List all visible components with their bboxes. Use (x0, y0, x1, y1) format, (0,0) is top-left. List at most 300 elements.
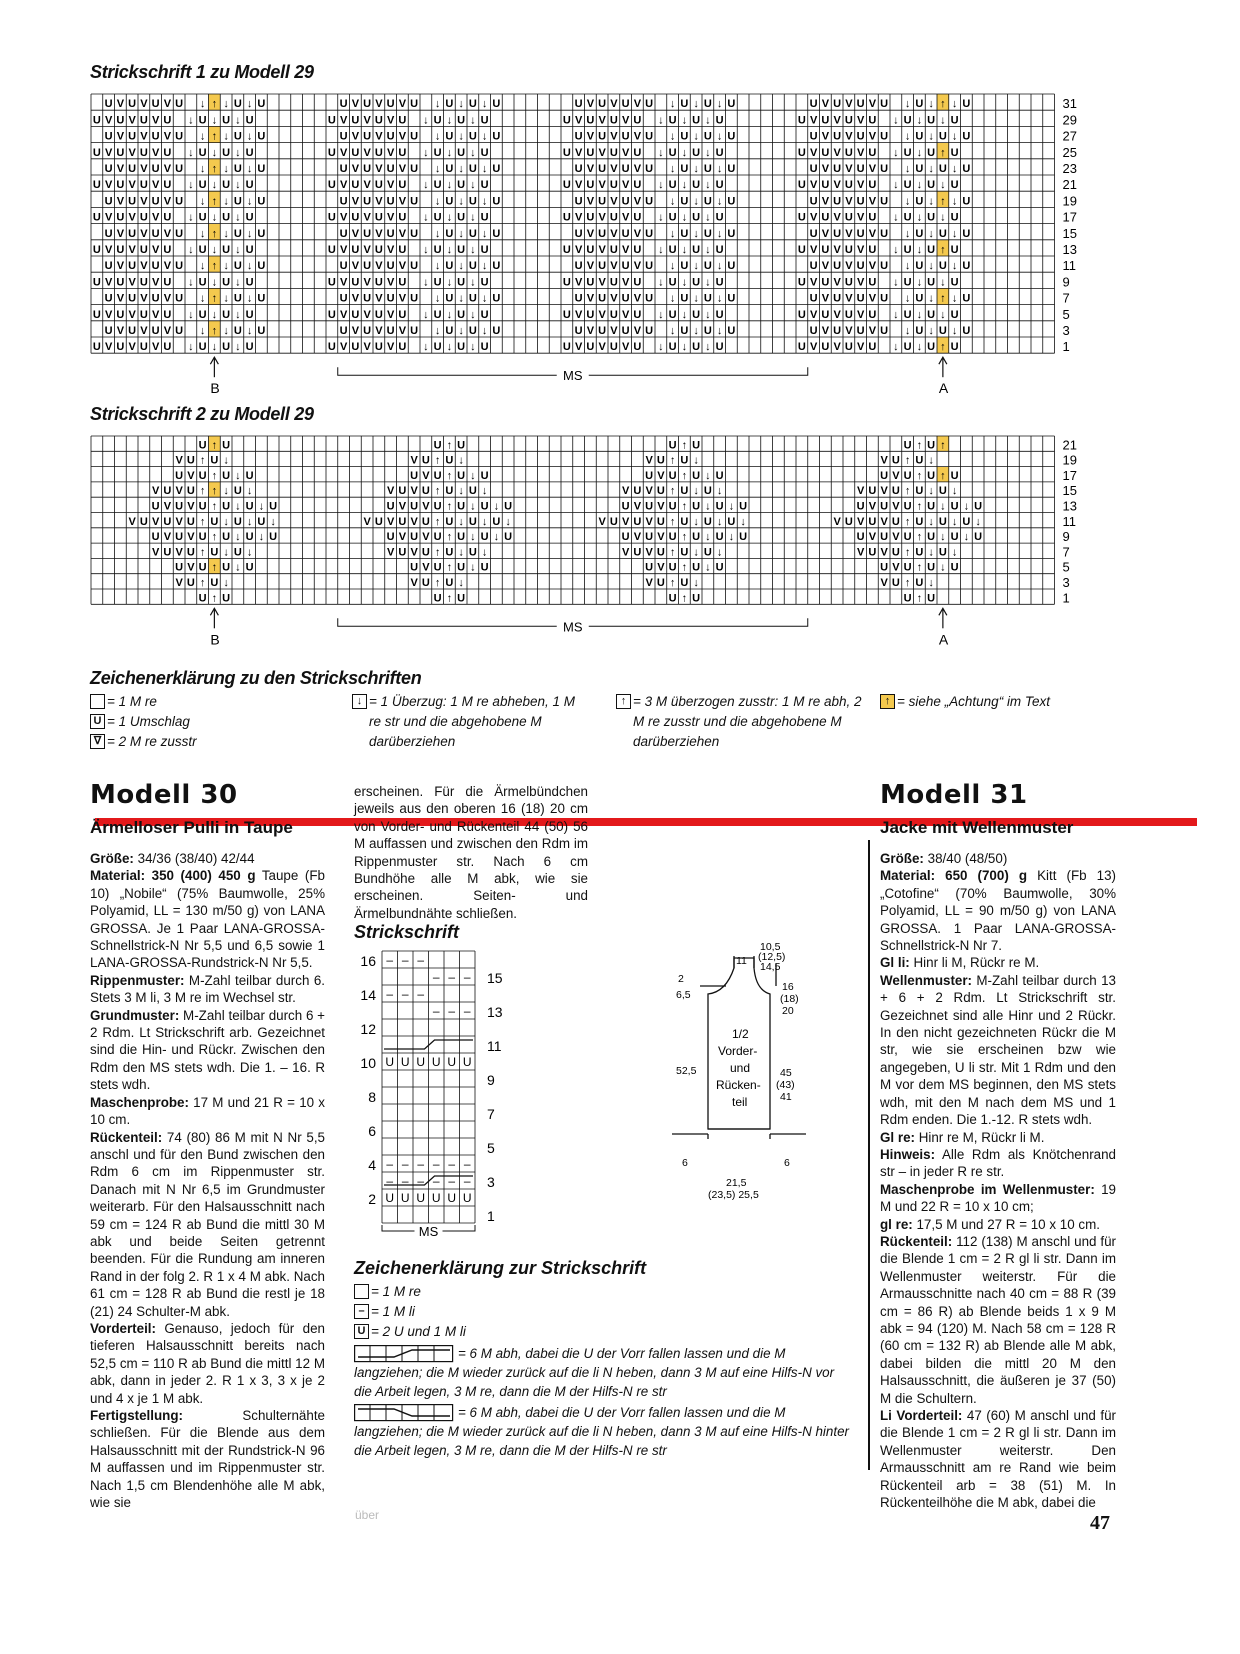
stitch-symbol: U (868, 244, 877, 256)
stitch-symbol: U (668, 211, 677, 224)
stitch-symbol: U (715, 211, 724, 224)
stitch-symbol: V (104, 211, 113, 224)
stitch-symbol: U (821, 308, 830, 321)
stitch-symbol: U (257, 325, 266, 337)
stitch-symbol: ↑ (211, 531, 218, 544)
paragraph: Fertigstellung: Schulternähte schließen. Für die Blende aus dem Halsausschnitt mit der Rundstrick-N 96 M auffassen und im Rippenmuster str. Nach 1,5 cm Blendenhöhe alle M abk, wie sie (90, 1408, 325, 1511)
stitch-symbol: V (868, 130, 877, 143)
stitch-symbol: U (398, 341, 407, 354)
stitch-symbol: V (821, 260, 830, 273)
marker-a: A (938, 380, 949, 397)
stitch-symbol: U (586, 244, 595, 256)
stitch-symbol: ↓ (928, 577, 934, 589)
stitch-symbol: U (410, 469, 419, 482)
stitch-symbol: U (128, 130, 137, 143)
stitch-symbol: U (880, 260, 889, 273)
stitch-symbol: U (915, 130, 924, 143)
bottom-dim-2: (23,5) 25,5 (708, 1189, 759, 1201)
stitch-symbol: V (586, 260, 595, 273)
stitch-symbol: U (445, 292, 454, 305)
stitch-symbol: V (363, 341, 371, 354)
stitch-symbol: V (386, 244, 395, 256)
stitch-symbol: ↓ (223, 515, 229, 528)
stitch-symbol: V (586, 325, 595, 337)
stitch-symbol: ↓ (258, 531, 265, 544)
chart2-title: Strickschrift 2 zu Modell 29 (90, 404, 314, 424)
row-number: 15 (487, 970, 503, 986)
stitch-symbol: ↓ (716, 98, 723, 111)
stitch-symbol: U (938, 163, 947, 175)
stitch-symbol: U (645, 130, 654, 143)
stitch-symbol: U (903, 500, 912, 513)
model30-chart (354, 945, 514, 1245)
stitch-symbol: U (363, 227, 372, 240)
row-number: 13 (487, 1004, 503, 1020)
stitch-symbol: V (187, 500, 195, 513)
stitch-symbol: U (468, 292, 477, 305)
stitch-symbol: U (715, 341, 724, 354)
stitch-symbol: ↓ (916, 276, 923, 289)
stitch-symbol: V (151, 341, 160, 354)
stitch-symbol: V (621, 546, 630, 559)
stitch-symbol: V (598, 308, 606, 321)
stitch-symbol: U (915, 515, 924, 528)
stitch-symbol: V (363, 179, 371, 192)
stitch-symbol: U (374, 341, 383, 354)
stitch-symbol: U (431, 1191, 441, 1205)
stitch-symbol: ↑ (211, 485, 218, 498)
stitch-symbol: U (715, 146, 724, 159)
stitch-symbol: V (140, 195, 148, 208)
stitch-symbol: ↑ (940, 244, 946, 256)
stitch-symbol: ↑ (211, 500, 218, 513)
stitch-symbol: ↓ (669, 292, 676, 305)
stitch-symbol: U (327, 179, 336, 192)
stitch-symbol: ↓ (940, 531, 946, 544)
stitch-symbol: ↓ (481, 163, 488, 175)
stitch-symbol: U (116, 179, 125, 192)
stitch-symbol: U (163, 515, 172, 528)
stitch-symbol: V (163, 98, 172, 111)
stitch-symbol: – (463, 1004, 471, 1018)
stitch-symbol: U (562, 308, 571, 321)
stitch-symbol: U (468, 130, 477, 143)
stitch-symbol: U (598, 292, 607, 305)
stitch-symbol: U (175, 325, 184, 337)
stitch-symbol: ↓ (470, 531, 476, 544)
stitch-symbol: V (574, 341, 583, 354)
stitch-symbol: U (668, 469, 677, 482)
stitch-symbol: V (163, 260, 172, 273)
knit-symbol-icon (90, 694, 105, 709)
stitch-symbol: U (222, 276, 231, 289)
row-number: 3 (1062, 575, 1070, 590)
stitch-symbol: U (727, 292, 736, 305)
stitch-symbol: ↓ (681, 114, 688, 127)
row-number: 1 (1062, 339, 1070, 355)
stitch-symbol: U (809, 227, 818, 240)
stitch-symbol: ↓ (470, 561, 476, 574)
stitch-symbol: V (809, 341, 818, 354)
stitch-symbol: U (163, 276, 172, 289)
stitch-symbol: V (845, 292, 853, 305)
stitch-symbol: ↓ (951, 485, 958, 498)
stitch-symbol: ↓ (928, 260, 934, 273)
stitch-symbol: ↓ (188, 146, 194, 159)
stitch-symbol: V (116, 195, 125, 208)
paragraph: Gl li: Hinr li M, Rückr re M. (880, 955, 1040, 971)
stitch-symbol: ↓ (904, 325, 911, 337)
stitch-symbol: V (633, 130, 642, 143)
stitch-symbol: U (680, 577, 689, 589)
stitch-symbol: U (797, 146, 806, 159)
stitch-symbol: ↓ (928, 98, 934, 111)
stitch-symbol: ↓ (893, 146, 899, 159)
stitch-symbol: U (903, 114, 912, 127)
stitch-symbol: U (398, 485, 407, 498)
stitch-symbol: V (116, 130, 125, 143)
stitch-symbol: ↓ (916, 244, 923, 256)
stitch-symbol: ↑ (904, 577, 911, 589)
stitch-symbol: V (351, 227, 360, 240)
stitch-symbol: ↓ (235, 308, 241, 321)
body-label-5: teil (732, 1095, 748, 1109)
stitch-symbol: ↓ (235, 276, 241, 289)
stitch-symbol: V (386, 308, 395, 321)
stitch-symbol: ↓ (951, 546, 958, 559)
stitch-symbol: V (386, 485, 395, 498)
stitch-symbol: U (574, 227, 583, 240)
stitch-symbol: V (140, 325, 148, 337)
stitch-symbol: U (574, 195, 583, 208)
stitch-symbol: ↑ (904, 515, 911, 528)
stitch-symbol: U (833, 130, 842, 143)
stitch-symbol: U (645, 227, 654, 240)
stitch-symbol: U (868, 179, 877, 192)
stitch-symbol: U (116, 146, 125, 159)
stitch-symbol: ↑ (199, 485, 206, 498)
stitch-symbol: ↓ (716, 227, 723, 240)
stitch-symbol: – (432, 970, 440, 984)
stitch-symbol: ↓ (928, 292, 934, 305)
stitch-symbol: U (468, 227, 477, 240)
model30-instructions (90, 850, 325, 1511)
stitch-symbol: U (833, 292, 842, 305)
arm-dim-2: (18) (780, 993, 799, 1005)
stitch-symbol: U (633, 546, 642, 559)
stitch-symbol: U (457, 469, 466, 482)
stitch-symbol: ↓ (693, 325, 699, 337)
stitch-symbol: U (703, 292, 712, 305)
stitch-symbol: V (621, 276, 630, 289)
stitch-symbol: U (680, 454, 689, 467)
stitch-symbol: V (375, 130, 383, 143)
sk2p-symbol-icon: ↑ (616, 694, 631, 709)
stitch-symbol: U (680, 515, 689, 528)
stitch-symbol: U (692, 211, 701, 224)
legend-col1 (90, 692, 340, 752)
stitch-symbol: U (480, 500, 489, 513)
stitch-symbol: U (727, 260, 736, 273)
stitch-symbol: ↑ (940, 146, 946, 159)
stitch-symbol: – (386, 987, 394, 1001)
stitch-symbol: U (163, 179, 172, 192)
stitch-symbol: ↓ (188, 308, 194, 321)
stitch-symbol: V (892, 469, 900, 482)
stitch-symbol: U (692, 439, 701, 452)
stitch-symbol: U (198, 276, 207, 289)
stitch-symbol: V (104, 146, 113, 159)
stitch-symbol: U (257, 227, 266, 240)
stitch-symbol: ↑ (199, 454, 206, 467)
stitch-symbol: ↓ (235, 114, 241, 127)
stitch-symbol: V (116, 227, 125, 240)
legend-item-skp: ↓ = 1 Überzug: 1 M re abheben, 1 M re str und die abgehobene M darüberziehen (352, 692, 582, 752)
stitch-symbol: V (645, 485, 653, 498)
stitch-symbol: U (210, 546, 219, 559)
stitch-symbol: U (715, 276, 724, 289)
stitch-symbol: U (351, 146, 360, 159)
stitch-symbol: U (374, 515, 383, 528)
stitch-symbol: V (657, 561, 665, 574)
height-dim: 52,5 (676, 1065, 697, 1077)
stitch-symbol: U (692, 500, 701, 513)
chart2 (85, 432, 1105, 662)
stitch-symbol: U (416, 1191, 426, 1205)
row-number: 15 (1062, 225, 1077, 241)
stitch-symbol: U (222, 469, 231, 482)
stitch-symbol: ↑ (211, 163, 218, 175)
stitch-symbol: ↓ (705, 531, 711, 544)
stitch-symbol: U (927, 244, 936, 256)
stitch-symbol: U (739, 531, 748, 544)
stitch-symbol: U (163, 546, 172, 559)
stitch-symbol: U (880, 130, 889, 143)
stitch-symbol: U (433, 244, 442, 256)
stitch-symbol: V (821, 325, 830, 337)
stitch-symbol: ↓ (211, 341, 218, 354)
stitch-symbol: U (727, 98, 736, 111)
stitch-symbol: ↓ (235, 146, 241, 159)
stitch-symbol: ↓ (470, 114, 476, 127)
stitch-symbol: U (416, 1055, 426, 1069)
stitch-symbol: ↓ (893, 114, 899, 127)
stitch-symbol: V (398, 163, 407, 175)
stitch-symbol: U (915, 292, 924, 305)
stitch-symbol: ↓ (693, 485, 699, 498)
stitch-symbol: ↑ (211, 98, 218, 111)
stitch-symbol: V (868, 98, 877, 111)
stitch-symbol: ↓ (916, 211, 923, 224)
stitch-symbol: ↑ (940, 469, 946, 482)
stitch-symbol: V (809, 211, 818, 224)
stitch-symbol: U (680, 485, 689, 498)
stitch-symbol: U (621, 260, 630, 273)
paragraph: Wellenmuster: M-Zahl teilbar durch 13 + 6 + 2 Rdm. Lt Strickschrift str. Gezeichnet sind alle Hinr und 2 Rückr. In den nicht gezeichneten Rückr die M str, wie sie erscheinen bzw wie angegeben, U li str. Mit 1 Rdm und den M vor dem MS beginnen, den MS stets wdh, mit den M nach dem MS und 1 Rdm enden. Die 1.-12. R stets wdh. (880, 972, 1116, 1128)
stitch-symbol: ↓ (235, 244, 241, 256)
stitch-symbol: ↓ (928, 130, 934, 143)
top-dim-3: 14,5 (760, 961, 781, 973)
stitch-symbol: ↑ (446, 531, 453, 544)
stitch-symbol: U (245, 531, 254, 544)
stitch-symbol: V (104, 244, 113, 256)
stitch-symbol: U (903, 561, 912, 574)
stitch-symbol: U (257, 130, 266, 143)
arm-dim-1: 16 (782, 981, 794, 993)
stitch-symbol: U (245, 179, 254, 192)
stitch-symbol: U (374, 114, 383, 127)
stitch-symbol: ↓ (693, 130, 699, 143)
paragraph: Gl re: Hinr re M, Rückr li M. (880, 1129, 1045, 1145)
row-number: 6 (368, 1123, 376, 1139)
stitch-symbol: ↑ (434, 577, 441, 589)
stitch-symbol: V (809, 308, 818, 321)
stitch-symbol: U (386, 325, 395, 337)
stitch-symbol: V (422, 531, 430, 544)
stitch-symbol: V (856, 179, 865, 192)
stitch-symbol: V (610, 98, 618, 111)
stitch-symbol: U (891, 485, 900, 498)
stitch-symbol: U (457, 561, 466, 574)
stitch-symbol: ↓ (693, 163, 699, 175)
legend-item-sk2p: ↑ = 3 M überzogen zusstr: 1 M re abh, 2 M re zusstr und die abgehobene M darüberziehen (616, 692, 866, 752)
stitch-symbol: U (668, 592, 677, 605)
stitch-symbol: ↓ (458, 98, 464, 111)
stitch-symbol: V (128, 515, 136, 528)
stitch-symbol: U (703, 130, 712, 143)
stitch-symbol: V (574, 276, 583, 289)
stitch-symbol: U (938, 485, 947, 498)
paragraph: Material: 350 (400) 450 g Taupe (Fb 10) „Nobile“ (75% Baumwolle, 25% Polyamid, LL = 130 m/50 g) von LANA GROSSA. Je 1 Paar LANA-GROSSA-Schnellstrick-N Nr 5,5 und 6,5 sowie 1 LANA-GROSSA-Rundstrick-N Nr 5,5. (90, 868, 325, 971)
stitch-symbol: V (151, 244, 160, 256)
stitch-symbol: U (586, 211, 595, 224)
stitch-symbol: ↓ (916, 114, 923, 127)
stitch-symbol: V (845, 227, 853, 240)
stitch-symbol: ↓ (223, 546, 229, 559)
stitch-symbol: U (447, 1055, 457, 1069)
stitch-symbol: ↓ (705, 114, 711, 127)
stitch-symbol: U (339, 195, 348, 208)
stitch-symbol: ↓ (893, 308, 899, 321)
stitch-symbol: U (903, 592, 912, 605)
stitch-symbol: ↓ (246, 130, 253, 143)
stitch-symbol: U (480, 276, 489, 289)
stitch-symbol: U (856, 531, 865, 544)
stitch-symbol: ↓ (693, 515, 699, 528)
stitch-symbol: V (645, 546, 653, 559)
stitch-symbol: U (915, 98, 924, 111)
stitch-symbol: ↓ (246, 98, 253, 111)
stitch-symbol: V (163, 531, 172, 544)
stitch-symbol: ↓ (211, 179, 218, 192)
row-number: 17 (1062, 467, 1077, 483)
stitch-symbol: ↑ (211, 195, 218, 208)
stitch-symbol: U (327, 341, 336, 354)
stitch-symbol: ↓ (211, 308, 218, 321)
stitch-symbol: U (398, 114, 407, 127)
stitch-symbol: ↓ (211, 244, 218, 256)
stitch-symbol: ↑ (211, 439, 218, 452)
stitch-symbol: U (398, 308, 407, 321)
stitch-symbol: U (621, 500, 630, 513)
stitch-symbol: U (903, 146, 912, 159)
ms-label: MS (563, 619, 583, 635)
stitch-symbol: U (104, 260, 113, 273)
stitch-symbol: ↓ (951, 130, 958, 143)
stitch-symbol: U (833, 260, 842, 273)
stitch-symbol: V (868, 163, 877, 175)
stitch-symbol: V (621, 211, 630, 224)
stitch-symbol: ↑ (681, 469, 688, 482)
stitch-symbol: U (233, 98, 242, 111)
stitch-symbol: V (375, 227, 383, 240)
stitch-symbol: V (163, 195, 172, 208)
stitch-symbol: U (938, 130, 947, 143)
knit-symbol-icon (354, 1284, 369, 1299)
stitch-symbol: V (598, 114, 606, 127)
stitch-symbol: U (692, 244, 701, 256)
stitch-symbol: V (868, 195, 877, 208)
stitch-symbol: U (609, 114, 618, 127)
stitch-symbol: U (668, 244, 677, 256)
stitch-symbol: V (856, 485, 865, 498)
stitch-symbol: U (363, 195, 372, 208)
stitch-symbol: U (927, 179, 936, 192)
stitch-symbol: V (845, 260, 853, 273)
stitch-symbol: ↓ (658, 179, 664, 192)
stitch-symbol: U (692, 179, 701, 192)
stitch-symbol: U (233, 292, 242, 305)
stitch-symbol: V (845, 163, 853, 175)
stitch-symbol: U (457, 146, 466, 159)
stitch-symbol: U (844, 308, 853, 321)
stitch-symbol: V (140, 130, 148, 143)
stitch-symbol: U (938, 325, 947, 337)
row-number: 9 (487, 1072, 495, 1088)
stitch-symbol: V (633, 260, 642, 273)
stitch-symbol: V (175, 454, 183, 467)
row-number: 4 (368, 1157, 376, 1173)
stitch-symbol: V (657, 500, 665, 513)
stitch-symbol: V (351, 163, 360, 175)
stitch-symbol: ↓ (716, 163, 723, 175)
stitch-symbol: U (598, 163, 607, 175)
legend-title: Zeichenerklärung zu den Strickschriften (90, 668, 422, 688)
stitch-symbol: U (903, 341, 912, 354)
stitch-symbol: V (574, 146, 583, 159)
stitch-symbol: ↓ (681, 146, 688, 159)
stitch-symbol: V (598, 179, 606, 192)
stitch-symbol: ↓ (188, 244, 194, 256)
stitch-symbol: V (868, 292, 877, 305)
stitch-symbol: U (915, 454, 924, 467)
paragraph: Maschenprobe im Wellenmuster: 19 M und 22 R = 10 x 10 cm; (880, 1181, 1116, 1215)
stitch-symbol: ↓ (246, 325, 253, 337)
stitch-symbol: V (657, 469, 665, 482)
stitch-symbol: ↓ (199, 292, 206, 305)
stitch-symbol: U (410, 98, 419, 111)
stitch-symbol: U (680, 292, 689, 305)
stitch-symbol: U (445, 454, 454, 467)
stitch-symbol: – (463, 1174, 471, 1188)
stitch-symbol: ↓ (693, 227, 699, 240)
stitch-symbol: U (809, 195, 818, 208)
stitch-symbol: U (797, 114, 806, 127)
stitch-symbol: V (833, 244, 841, 256)
stitch-symbol: U (715, 469, 724, 482)
stitch-symbol: V (833, 341, 841, 354)
stitch-symbol: U (233, 325, 242, 337)
